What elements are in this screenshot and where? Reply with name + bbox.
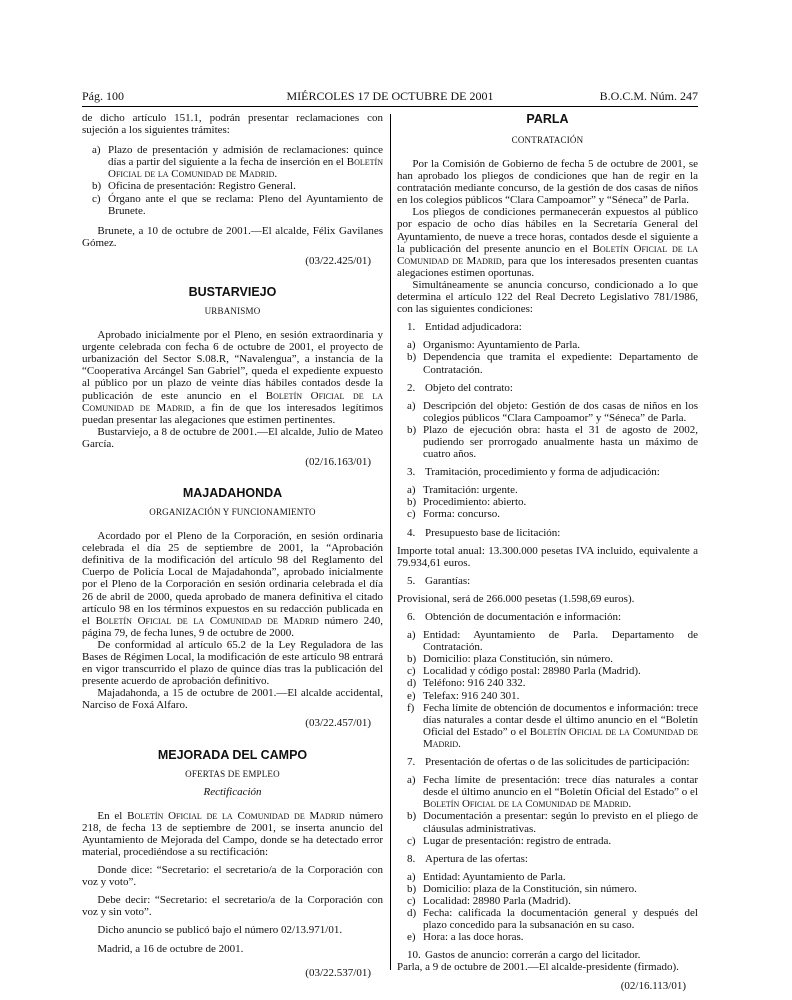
condition-2 (397, 382, 698, 461)
condition-label: Obtención de documentación e información: (425, 611, 622, 623)
list-item-marker: a) (407, 629, 416, 642)
list-item (407, 690, 698, 702)
parla-body-2: Los pliegos de condiciones permanecerán expuestos al público por espacio de ocho días hábiles en la Secretaría General del Ayuntamiento, de nueve a trece horas, contados desde el siguiente a la publicación del presente anuncio en el Boletín Oficial de la Comunidad de Madrid, para que los interesados presenten cuantas alegaciones estimen oportunas. (397, 206, 699, 279)
list-item-text: Oficina de presentación: Registro General. (108, 180, 296, 193)
condition-5 (397, 575, 698, 605)
condition-heading (407, 321, 698, 333)
list-item-marker: b) (407, 423, 417, 436)
brunete-reference: (03/22.425/01) (305, 254, 371, 267)
list-item (407, 810, 698, 834)
majadahonda-title: MAJADAHONDA (182, 486, 283, 501)
mejorada-signature: Madrid, a 16 de octubre de 2001. (97, 942, 244, 955)
list-item-text: Teléfono: 916 240 332. (423, 677, 526, 690)
condition-1 (397, 321, 698, 375)
bulletin-name: Boletín Oficial de la Comunidad de Madrid (127, 809, 345, 822)
list-item-text: Descripción del objeto: Gestión de dos casas de niños en los colegios públicos “Clara Campoamor” y “Séneca” de Parla. (423, 399, 698, 424)
majadahonda-notice (82, 486, 383, 730)
condition-heading (407, 527, 698, 539)
condition-6 (397, 611, 698, 750)
condition-number: 4. (407, 526, 416, 539)
list-item (407, 907, 698, 931)
list-item-text: Organismo: Ayuntamiento de Parla. (423, 339, 581, 352)
list-item (407, 774, 698, 810)
issue-date: MIÉRCOLES 17 DE OCTUBRE DE 2001 (286, 89, 494, 103)
list-item-text: Entidad: Ayuntamiento de Parla. (423, 870, 566, 883)
majadahonda-body: Acordado por el Pleno de la Corporación, en sesión ordinaria celebrada el día 25 de septiembre de 2001, la “Aprobación definitiva de la modificación del artículo 98 del Reglamento del Cuerpo de Policía Local de Majadahonda”, aprobado inicialmente por el Pleno de la Corporación en sesión ordinaria celebrada el día 26 de abril de 2000, queda aprobado de manera definitiva el citado artículo 98 en los términos expuestos en su redacción publicada en el Boletín Oficial de la Comunidad de Madrid número 240, página 79, de fecha lunes, 9 de octubre de 2000. (82, 530, 383, 639)
list-item-marker: b) (407, 496, 417, 509)
condition-number: 10. (407, 949, 421, 962)
mejorada-reference: (03/22.537/01) (305, 966, 371, 979)
list-item (92, 193, 383, 217)
list-item (407, 400, 698, 424)
brunete-intro: de dicho artículo 151.1, podrán presentar reclamaciones con sujeción a los siguientes trámites: (82, 112, 383, 137)
condition-label: Gastos de anuncio: correrán a cargo del licitador. (425, 949, 641, 962)
parla-subtitle: CONTRATACIÓN (511, 135, 584, 145)
mejorada-title: MEJORADA DEL CAMPO (157, 747, 308, 762)
bustarviejo-subtitle: URBANISMO (204, 306, 261, 317)
list-item (407, 931, 698, 943)
bulletin-name: Boletín Oficial de la Comunidad de Madrid (95, 614, 319, 627)
list-item-text: Fecha límite de presentación: trece días naturales a contar desde el último anuncio en el “Boletín Oficial del Estado” o el Boletín Oficial de la Comunidad de Madrid. (423, 774, 698, 811)
list-item-text: Domicilio: plaza Constitución, sin número. (423, 653, 614, 666)
list-item-marker: a) (92, 144, 101, 157)
condition-number: 1. (407, 321, 416, 334)
list-item-marker: c) (407, 508, 416, 521)
list-item-text: Forma: concurso. (423, 508, 500, 521)
list-item (407, 835, 698, 847)
list-item-marker: c) (407, 665, 416, 678)
mejorada-anuncio: Dicho anuncio se publicó bajo el número 02/13.971/01. (97, 924, 343, 937)
condition-label: Objeto del contrato: (425, 381, 513, 394)
list-item-marker: a) (407, 870, 416, 883)
list-item (407, 424, 698, 460)
right-column (397, 112, 698, 992)
bulletin-name: Boletín Oficial de la Comunidad de Madrid (397, 242, 699, 267)
majadahonda-subtitle: ORGANIZACIÓN Y FUNCIONAMIENTO (149, 507, 316, 518)
column-divider (390, 114, 391, 970)
list-item-text: Órgano ante el que se reclama: Pleno del Ayuntamiento de Brunete. (108, 192, 383, 217)
list-item (407, 895, 698, 907)
list-item-text: Lugar de presentación: registro de entrada. (423, 834, 612, 847)
bulletin-number: B.O.C.M. Núm. 247 (599, 89, 698, 103)
condition-text: Provisional, será de 266.000 pesetas (1.598,69 euros). (397, 592, 635, 605)
condition-heading (407, 949, 698, 961)
mejorada-debe-decir: Debe decir: “Secretario: el secretario/a de la Corporación con voz y sin voto”. (82, 894, 383, 919)
list-item-marker: a) (407, 399, 416, 412)
list-item-marker: e) (407, 689, 416, 702)
list-item-marker: b) (407, 653, 417, 666)
list-item-text: Localidad: 28980 Parla (Madrid). (423, 894, 571, 907)
condition-label: Garantías: (425, 574, 471, 587)
list-item-text: Localidad y código postal: 28980 Parla (Madrid). (423, 665, 641, 678)
list-item (407, 339, 698, 351)
mejorada-subtitle: OFERTAS DE EMPLEO (185, 768, 280, 779)
condition-label: Apertura de las ofertas: (425, 852, 528, 865)
list-item (407, 496, 698, 508)
majadahonda-signature: Majadahonda, a 15 de octubre de 2001.—El alcalde accidental, Narciso de Foxá Alfaro. (82, 687, 383, 712)
condition-10 (397, 949, 698, 961)
list-item-marker: b) (92, 180, 102, 193)
condition-heading (407, 853, 698, 865)
list-item (407, 702, 698, 750)
bustarviejo-body: Aprobado inicialmente por el Pleno, en sesión extraordinaria y urgente celebrada con fecha 6 de octubre de 2001, el proyecto de urbanización del Sector S.08.R, “Navalengua”, a instancia de la “Cooperativa Arcángel San Gabriel”, queda el expediente expuesto al público por un plazo de veinte días hábiles contados desde la publicación de este anuncio en el Boletín Oficial de la Comunidad de Madrid, a fin de que los interesados legítimos puedan presentar las alegaciones que estimen pertinentes. (82, 329, 383, 426)
condition-number: 6. (407, 611, 416, 623)
brunete-signature: Brunete, a 10 de octubre de 2001.—El alcalde, Félix Gavilanes Gómez. (82, 224, 383, 249)
condition-number: 7. (407, 756, 416, 769)
list-item-marker: f) (407, 701, 415, 714)
list-item (407, 665, 698, 677)
parla-signature: Parla, a 9 de octubre de 2001.—El alcalde-presidente (firmado). (397, 961, 679, 974)
condition-7 (397, 756, 698, 847)
list-item (407, 508, 698, 520)
list-item-marker: a) (407, 484, 416, 497)
list-item (407, 629, 698, 653)
parla-reference: (02/16.113/01) (620, 979, 686, 992)
list-item-marker: d) (407, 677, 417, 690)
list-item-text: Procedimiento: abierto. (423, 496, 527, 509)
page-number: Pág. 100 (82, 89, 124, 103)
mejorada-body: En el Boletín Oficial de la Comunidad de Madrid número 218, de fecha 13 de septiembre de 2001, se inserta anuncio del Ayuntamiento de Mejorada del Campo, donde se ha detectado error material, procediéndose a su rectificación: (82, 809, 383, 858)
list-item (407, 677, 698, 689)
condition-label: Entidad adjudicadora: (425, 321, 522, 334)
list-item-text: Entidad: Ayuntamiento de Parla. Departamento de Contratación. (423, 629, 698, 654)
list-item-marker: b) (407, 351, 417, 364)
condition-number: 8. (407, 852, 416, 865)
condition-heading (407, 466, 698, 478)
list-item-marker: c) (92, 192, 101, 205)
mejorada-donde-dice: Donde dice: “Secretario: el secretario/a de la Corporación con voz y voto”. (82, 864, 383, 889)
condition-heading (407, 611, 698, 623)
page-header (82, 88, 698, 104)
parla-title: PARLA (526, 112, 569, 126)
list-item-text: Dependencia que tramita el expediente: Departamento de Contratación. (423, 351, 698, 376)
condition-label: Presentación de ofertas o de las solicitudes de participación: (425, 756, 690, 769)
condition-number: 5. (407, 574, 416, 587)
condition-heading (407, 575, 698, 587)
list-item (92, 180, 383, 192)
list-item (407, 351, 698, 375)
majadahonda-body-2: De conformidad al artículo 65.2 de la Ley Reguladora de las Bases de Régimen Local, la modificación de este artículo 98 entrará en vigor transcurrido el plazo de quince días tras la publicación del presente acuerdo de aprobación definitivo. (82, 638, 383, 688)
bulletin-name: Boletín Oficial de la Comunidad de Madrid (423, 725, 698, 750)
list-item-text: Plazo de presentación y admisión de reclamaciones: quince días a partir del siguiente a la fecha de inserción en el Boletín Oficial de la Comunidad de Madrid. (108, 144, 383, 181)
mejorada-heading: Rectificación (203, 785, 262, 798)
bulletin-name: Boletín Oficial de la Comunidad de Madrid (82, 389, 383, 414)
condition-label: Tramitación, procedimiento y forma de adjudicación: (425, 466, 660, 479)
condition-number: 2. (407, 381, 416, 394)
list-item-marker: d) (407, 907, 417, 920)
list-item (92, 144, 383, 180)
condition-4 (397, 527, 698, 569)
list-item-marker: a) (407, 339, 416, 352)
brunete-notice (82, 112, 383, 267)
list-item-text: Fecha: calificada la documentación general y después del plazo concedido para la subsanación en su caso. (423, 907, 698, 932)
condition-heading (407, 756, 698, 768)
list-item-marker: e) (407, 931, 416, 944)
mejorada-notice (82, 748, 383, 979)
condition-text: Importe total anual: 13.300.000 pesetas IVA incluido, equivalente a 79.934,61 euros. (397, 544, 698, 569)
list-item-marker: b) (407, 810, 417, 823)
list-item-text: Plazo de ejecución obra: hasta el 31 de agosto de 2002, pudiendo ser prorrogado anualmente hasta un máximo de cuatro años. (423, 423, 698, 461)
list-item-marker: c) (407, 894, 416, 907)
bulletin-name: Boletín Oficial de la Comunidad de Madrid (423, 798, 629, 811)
left-column (82, 112, 383, 979)
bulletin-name: Boletín Oficial de la Comunidad de Madrid (108, 156, 383, 181)
bustarviejo-reference: (02/16.163/01) (305, 455, 371, 468)
brunete-list (82, 144, 383, 217)
list-item-text: Documentación a presentar: según lo previsto en el pliego de cláusulas administrativas. (423, 810, 698, 835)
condition-8 (397, 853, 698, 944)
majadahonda-reference: (03/22.457/01) (305, 717, 371, 730)
list-item-text: Fecha límite de obtención de documentos e información: trece días naturales a contar desde el último anuncio en el “Boletín Oficial del Estado” o el Boletín Oficial de la Comunidad de Madrid. (423, 701, 698, 750)
list-item-marker: b) (407, 882, 417, 895)
header-rule (82, 106, 698, 107)
bustarviejo-title: BUSTARVIEJO (188, 285, 277, 300)
list-item (407, 484, 698, 496)
list-item-marker: a) (407, 774, 416, 787)
list-item-text: Domicilio: plaza de la Constitución, sin número. (423, 882, 637, 895)
bustarviejo-signature: Bustarviejo, a 8 de octubre de 2001.—El alcalde, Julio de Mateo García. (82, 425, 383, 450)
list-item-marker: c) (407, 834, 416, 847)
parla-body-1: Por la Comisión de Gobierno de fecha 5 de octubre de 2001, se han aprobado los pliegos de condiciones que han de regir en la contratación mediante concurso, de la gestión de dos casas de niños en los colegios públicos “Clara Campoamor” y “Séneca” de Parla. (397, 158, 698, 207)
list-item (407, 653, 698, 665)
condition-3 (397, 466, 698, 520)
list-item-text: Telefax: 916 240 301. (423, 689, 520, 702)
list-item (407, 871, 698, 883)
parla-notice (397, 112, 698, 992)
list-item-text: Tramitación: urgente. (423, 484, 518, 497)
list-item-text: Hora: a las doce horas. (423, 931, 524, 944)
parla-body-3: Simultáneamente se anuncia concurso, condicionado a lo que determina el artículo 122 del Real Decreto Legislativo 781/1986, con las siguientes condiciones: (397, 278, 698, 316)
condition-heading (407, 382, 698, 394)
condition-label: Presupuesto base de licitación: (425, 526, 561, 539)
list-item (407, 883, 698, 895)
bustarviejo-notice (82, 285, 383, 468)
condition-number: 3. (407, 466, 416, 479)
